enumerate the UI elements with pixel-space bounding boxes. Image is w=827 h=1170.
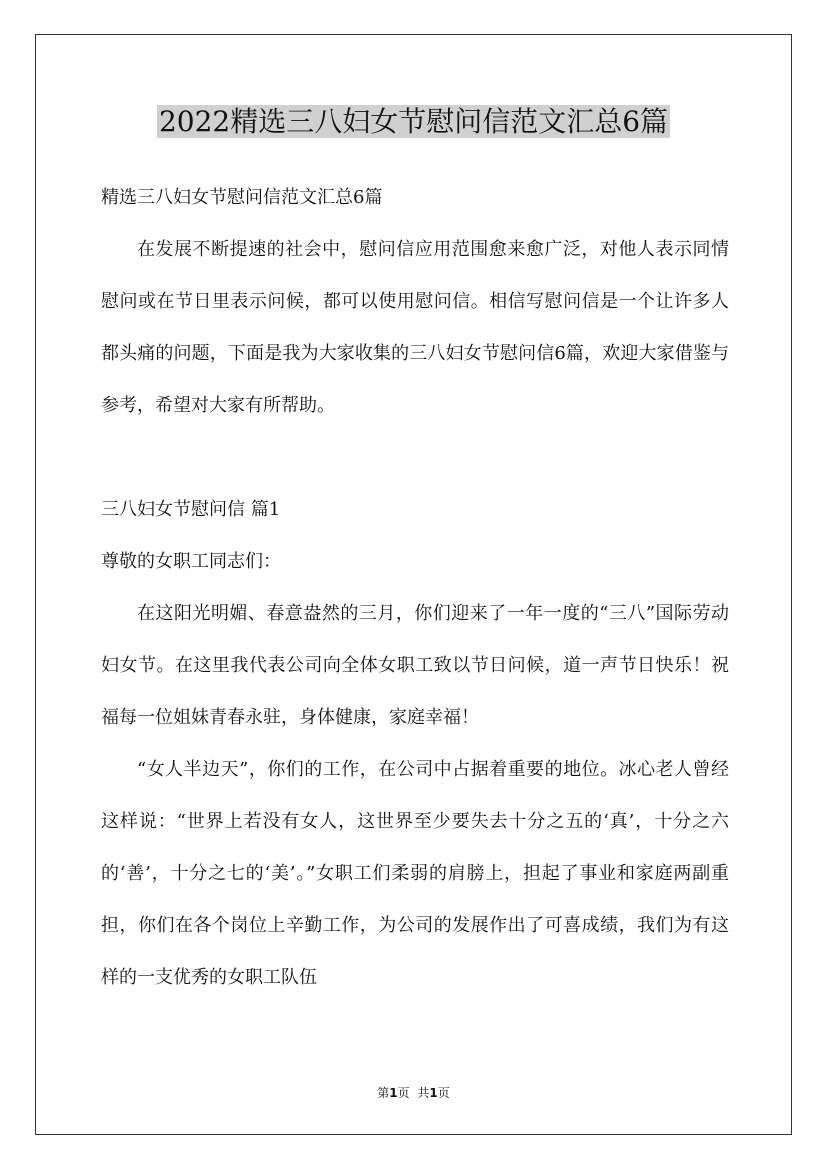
document-subtitle: 精选三八妇女节慰问信范文汇总6篇 bbox=[101, 187, 383, 208]
footer-total-suffix: 页 bbox=[437, 1086, 450, 1100]
document-title-text: 2022精选三八妇女节慰问信范文汇总6篇 bbox=[158, 105, 669, 138]
footer-page-suffix: 页 bbox=[397, 1086, 410, 1100]
section-spacer bbox=[101, 432, 729, 484]
document-title bbox=[0, 100, 827, 144]
document-body bbox=[101, 172, 729, 1004]
body-paragraph-1: 在这阳光明媚、春意盎然的三月，你们迎来了一年一度的“三八”国际劳动妇女节。在这里我代表公司向全体女职工致以节日问候，道一声节日快乐！祝福每一位姐妹青春永驻，身体健康，家庭幸福！ bbox=[101, 603, 729, 728]
footer-total-number: 1 bbox=[429, 1086, 438, 1100]
section-heading: 三八妇女节慰问信 篇1 bbox=[101, 499, 281, 520]
footer-page-prefix: 第 bbox=[377, 1086, 390, 1100]
page-footer bbox=[0, 1084, 827, 1102]
body-paragraph-2: “女人半边天”，你们的工作，在公司中占据着重要的地位。冰心老人曾经这样说：“世界上若没有女人，这世界至少要失去十分之五的‘真’，十分之六的‘善’，十分之七的‘美’。”女职工们柔弱的肩膀上，担起了事业和家庭两副重担，你们在各个岗位上辛勤工作，为公司的发展作出了可喜成绩，我们为有这样的一支优秀的女职工队伍 bbox=[101, 759, 729, 988]
intro-paragraph: 在发展不断提速的社会中，慰问信应用范围愈来愈广泛，对他人表示同情慰问或在节日里表示问候，都可以使用慰问信。相信写慰问信是一个让许多人都头痛的问题，下面是我为大家收集的三八妇女节慰问信6篇，欢迎大家借鉴与参考，希望对大家有所帮助。 bbox=[101, 239, 729, 416]
footer-total-prefix: 共 bbox=[417, 1086, 430, 1100]
footer-page-number: 1 bbox=[389, 1086, 398, 1100]
salutation: 尊敬的女职工同志们： bbox=[101, 551, 281, 572]
